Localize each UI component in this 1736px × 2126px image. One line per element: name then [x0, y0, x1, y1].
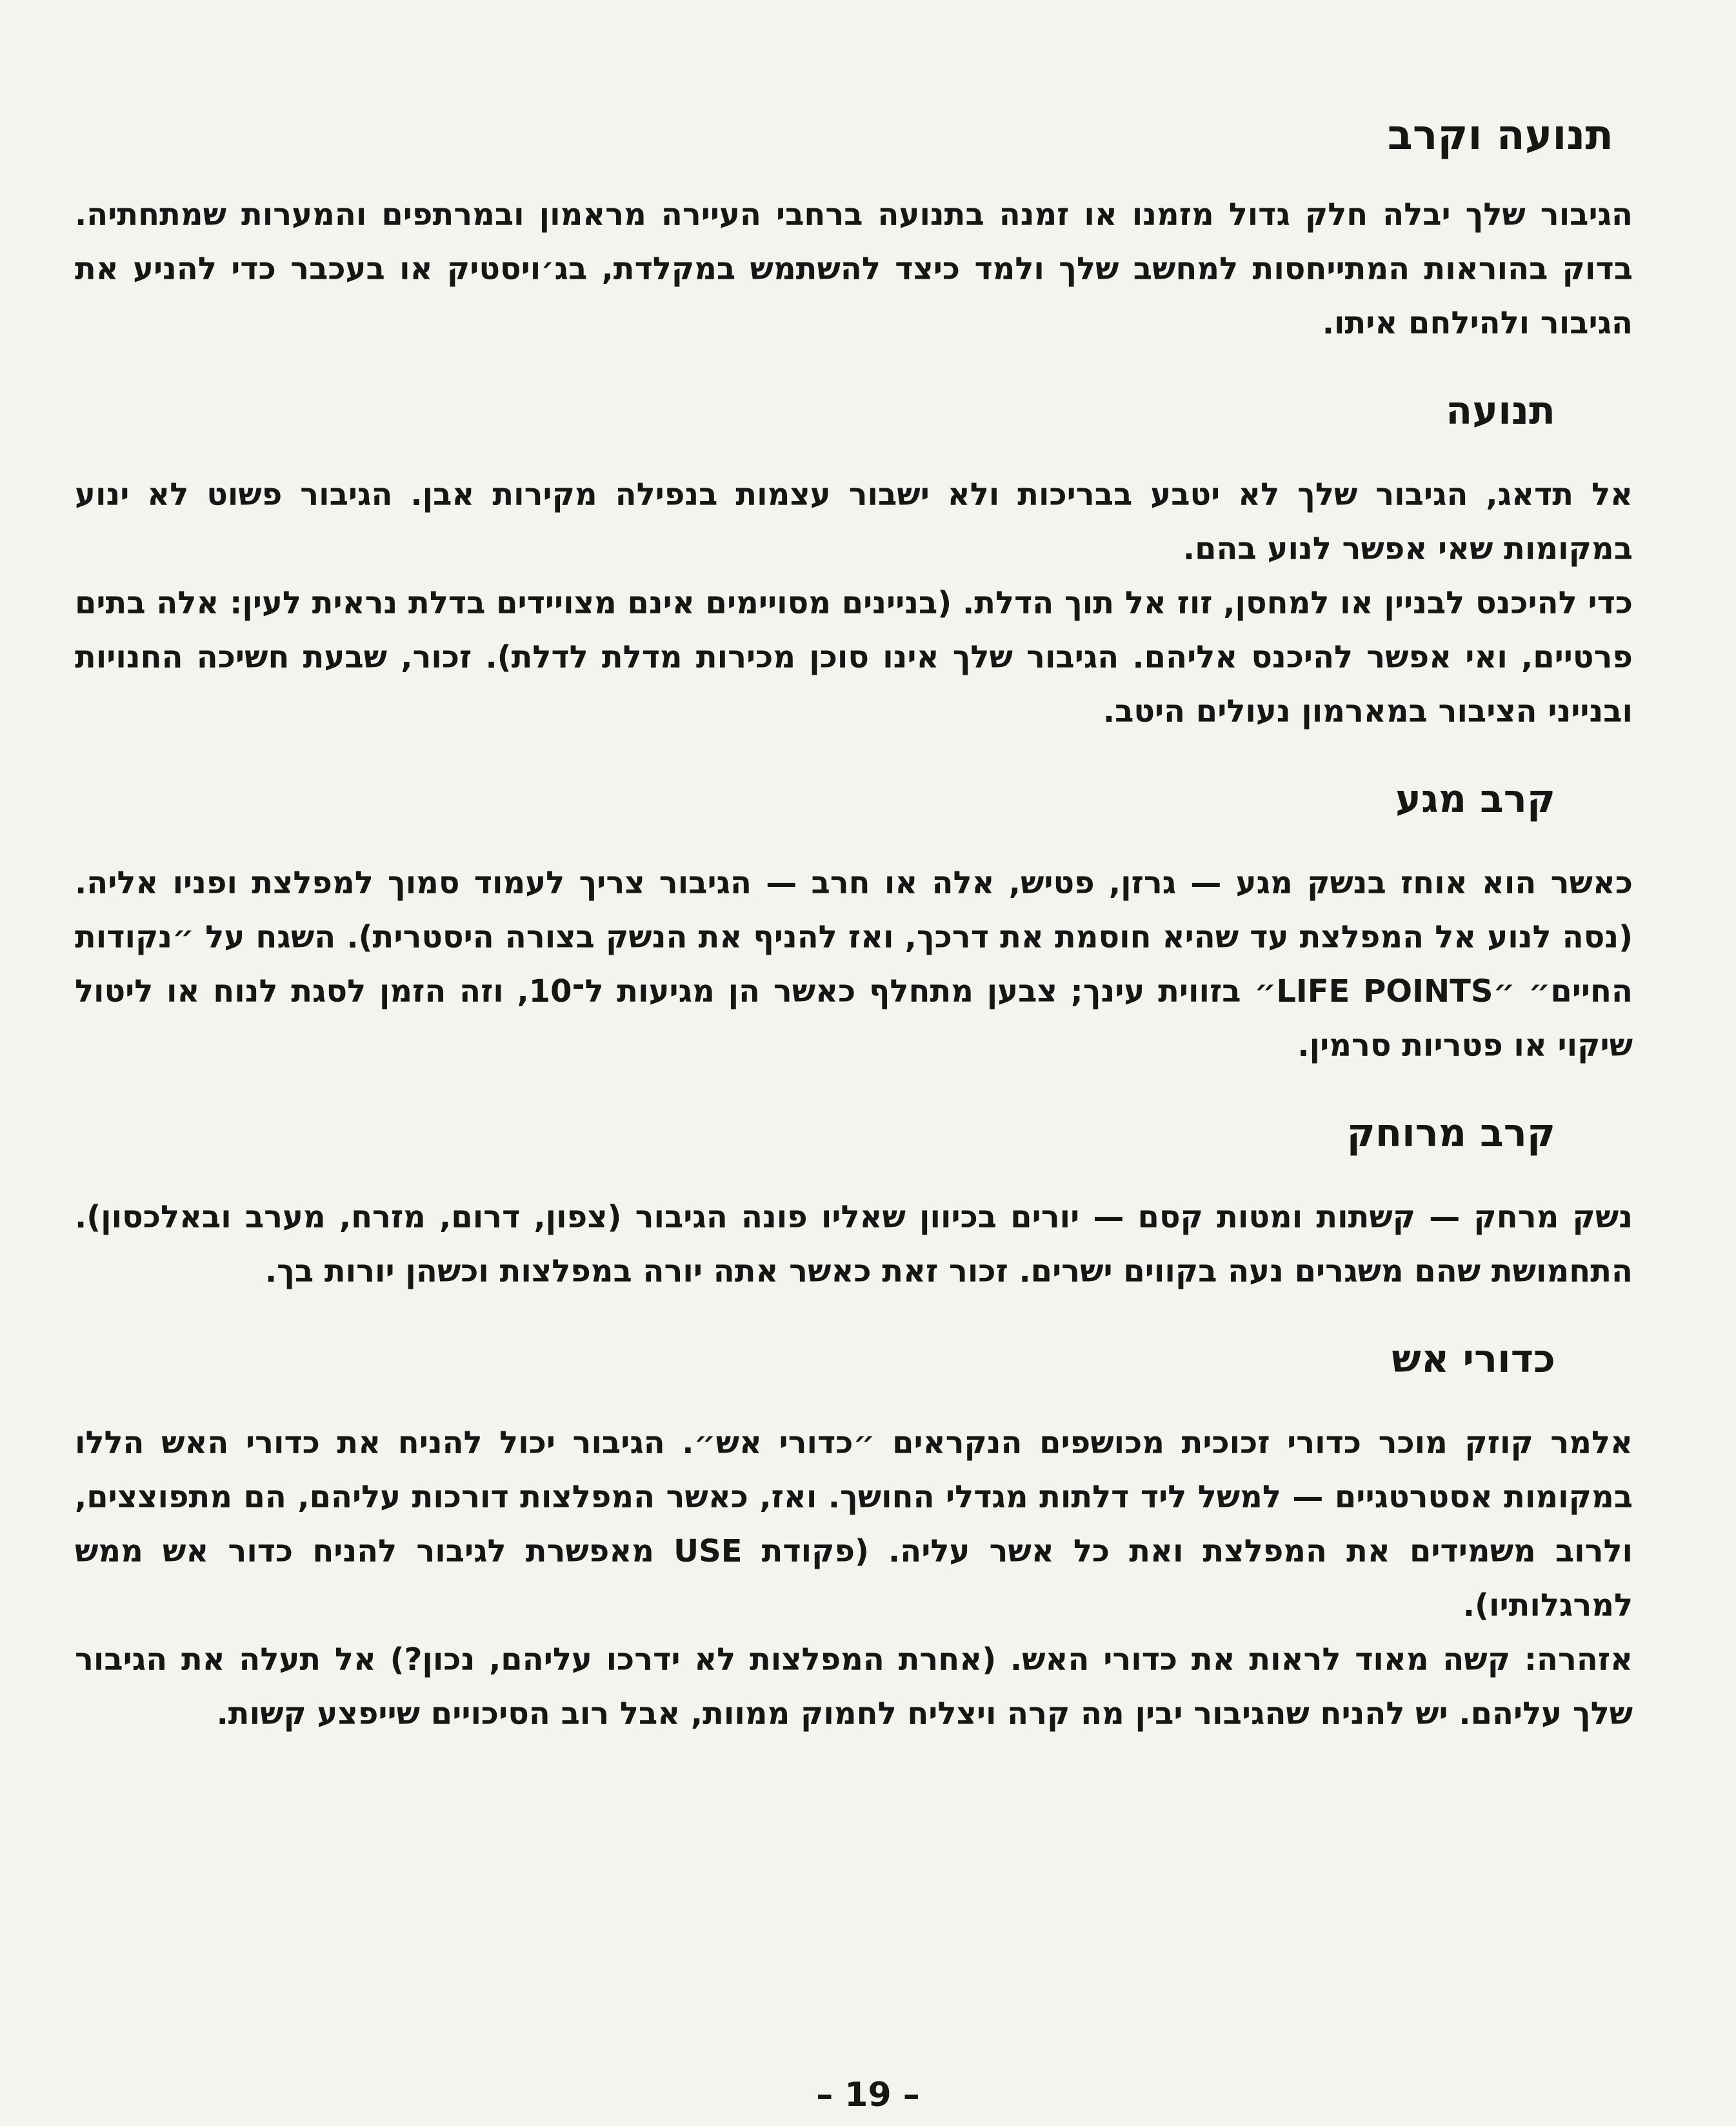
warning-paragraph: אזהרה: קשה מאוד לראות את כדורי האש. (אחרת המפלצות לא ידרכו עליהם, נכון?) אל תעלה את הגיבור שלך עליהם. יש להניח שהגיבור יבין מה קרה ויצליח לחמוק ממוות, אבל רוב הסיכויים שייפצע קשות. — [75, 1641, 1633, 1732]
section-paragraph: אלמר קוזק מוכר כדורי זכוכית מכושפים הנקראים ״כדורי אש״. הגיבור יכול להניח את כדורי האש הללו במקומות אסטרטגיים — למשל ליד דלתות מגדלי החושך. ואז, כאשר המפלצות דורכות עליהם, הם מתפוצצים, ולרוב משמידים את המפלצת ואת כל אשר עליה. (פקודת USE מאפשרת לגיבור להניח כדור אש ממש למרגלותיו). — [75, 1424, 1633, 1624]
intro-paragraph: הגיבור שלך יבלה חלק גדול מזמנו או זמנה בתנועה ברחבי העיירה מראמון ובמרתפים והמערות שמתחתיה. בדוק בהוראות המתייחסות למחשב שלך ולמד כיצד להשתמש במקלדת, בג׳ויסטיק או בעכבר כדי להניע את הגיבור ולהילחם איתו. — [75, 196, 1633, 341]
section-heading: קרב מרוחק — [1346, 1110, 1555, 1156]
section-melee-combat — [75, 776, 1633, 1073]
section-ranged-combat — [75, 1110, 1633, 1298]
page-number: – 19 – — [816, 2076, 920, 2114]
section-fireballs — [75, 1336, 1633, 1741]
page-title: תנועה וקרב — [1387, 112, 1613, 159]
section-paragraph: אל תדאג, הגיבור שלך לא יטבע בבריכות ולא ישבור עצמות בנפילה מקירות אבן. הגיבור פשוט לא ינוע במקומות שאי אפשר לנוע בהם. — [75, 476, 1633, 567]
section-paragraph: כדי להיכנס לבניין או למחסן, זוז אל תוך הדלת. (בניינים מסויימים אינם מצויידים בדלת נראית לעין: אלה בתים פרטיים, ואי אפשר להיכנס אליהם. הגיבור שלך אינו סוכן מכירות מדלת לדלת). זכור, שבעת חשיכה החנויות ובנייני הציבור במארמון נעולים היטב. — [75, 584, 1633, 730]
section-heading: תנועה — [1446, 388, 1555, 433]
section-heading: כדורי אש — [1392, 1336, 1555, 1382]
section-paragraph: נשק מרחק — קשתות ומטות קסם — יורים בכיוון שאליו פונה הגיבור (צפון, דרום, מזרח, מערב ובאלכסון). התחמושת שהם משגרים נעה בקווים ישרים. זכור זאת כאשר אתה יורה במפלצות וכשהן יורות בך. — [75, 1198, 1633, 1289]
section-movement — [75, 388, 1633, 739]
section-heading: קרב מגע — [1395, 776, 1555, 822]
section-paragraph: כאשר הוא אוחז בנשק מגע — גרזן, פטיש, אלה או חרב — הגיבור צריך לעמוד סמוך למפלצת ופניו אליה. (נסה לנוע אל המפלצת עד שהיא חוסמת את דרכך, ואז להניף את הנשק בצורה היסטרית). השגח על ״נקודות החיים״ ״LIFE POINTS״ בזווית עינך; צבען מתחלף כאשר הן מגיעות ל־10, וזה הזמן לסגת לנוח או ליטול שיקוי או פטריות סרמין. — [75, 864, 1633, 1064]
